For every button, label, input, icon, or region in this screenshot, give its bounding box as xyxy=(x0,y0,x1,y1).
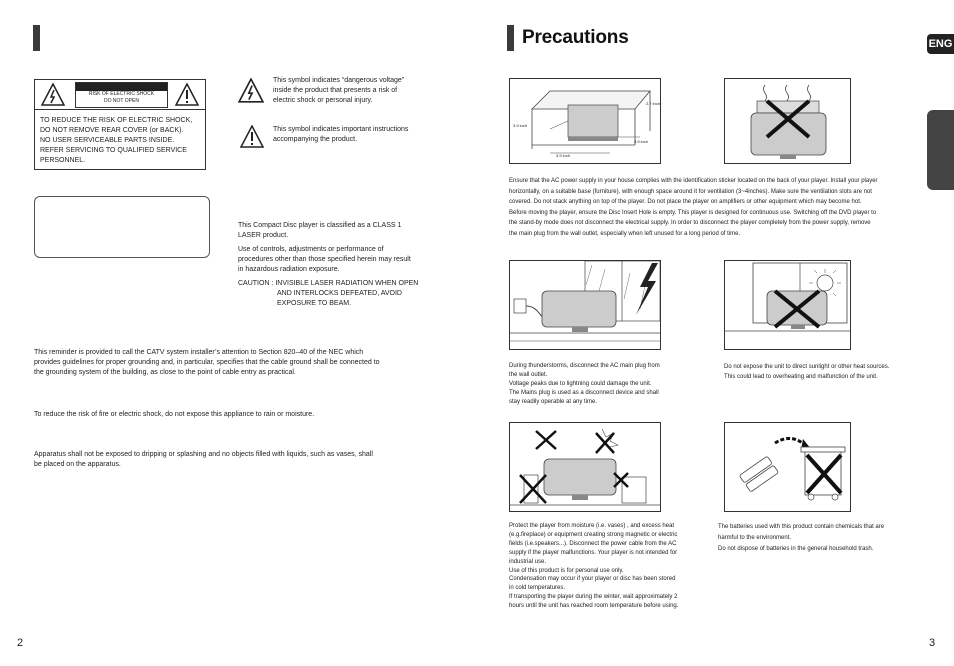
thunderstorm-text: During thunderstorms, disconnect the AC main plug from the wall outlet. Voltage peaks due to lightning could damage the unit. The Mains plug is used as a disconnect device and shall stay readily operable at any time. xyxy=(509,363,660,405)
moisture-heat-drawing xyxy=(510,423,660,511)
dim-bottom-left-label: 3.9 inch xyxy=(556,153,571,158)
dim-left-label: 3.9 inch xyxy=(513,123,528,128)
hot-equipment-drawing xyxy=(725,79,850,163)
voltage-symbol-text: This symbol indicates “dangerous voltage” inside the product that presents a risk of electric shock or personal injury. xyxy=(273,77,405,104)
thunderstorm-illustration xyxy=(509,260,661,350)
exclamation-triangle-icon xyxy=(175,83,199,107)
batteries-drawing xyxy=(725,423,850,511)
laser-class-text: This Compact Disc player is classified as a CLASS 1 LASER product. xyxy=(238,222,402,239)
left-header-bar xyxy=(33,25,40,51)
dim-top-label: 2.7 inch xyxy=(646,101,661,106)
cabinet-drawing xyxy=(510,79,660,163)
page-title: Precautions xyxy=(522,27,629,48)
chapter-tab xyxy=(927,110,954,190)
catv-text: This reminder is provided to call the CATV system installer’s attention to Section 820–40 of the NEC which provides guidelines for proper grounding and, in particular, specifies that the cable ground shall be connected to the grounding system of the building, as close to the point of cable entry as practical. xyxy=(34,349,380,376)
shock-warning-box xyxy=(34,79,206,170)
shock-label-line1: RISK OF ELECTRIC SHOCK xyxy=(88,91,155,97)
batteries-text: The batteries used with this product contain chemicals that are harmful to the environment. Do not dispose of batteries in the general household trash. xyxy=(718,524,885,552)
laser-caution-text: CAUTION : INVISIBLE LASER RADIATION WHEN OPEN AND INTERLOCKS DEFEATED, AVOID EXPOSURE TO BEAM. xyxy=(238,280,419,307)
apparatus-text: Apparatus shall not be exposed to dripping or splashing and no objects filled with liquids, such as vases, shall be placed on the apparatus. xyxy=(34,451,373,468)
important-instructions-icon xyxy=(240,125,264,149)
shock-label-box xyxy=(75,82,168,108)
fire-warning-text: To reduce the risk of fire or electric shock, do not expose this appliance to rain or moisture. xyxy=(34,411,315,418)
shock-warning-text: TO REDUCE THE RISK OF ELECTRIC SHOCK, DO NOT REMOVE REAR COVER (or BACK). NO USER SERVICEABLE PARTS INSIDE. REFER SERVICING TO QUALIFIED SERVICE PERSONNEL. xyxy=(40,117,193,164)
sunlight-illustration xyxy=(724,260,851,350)
language-tab-eng: ENG xyxy=(927,34,954,54)
page-number-left: 2 xyxy=(17,637,24,649)
sunlight-text: Do not expose the unit to direct sunlight or other heat sources. This could lead to overheating and malfunction of the unit. xyxy=(724,364,890,380)
moisture-text: Protect the player from moisture (i.e. vases) , and excess heat (e.g.fireplace) or equipment creating strong magnetic or electric fields (i.e.speakers...). Disconnect the power cable from the AC supply if the player malfunctions. Your player is not intended for industrial use. Use of this product is for personal use only. Condensation may occur if your player or disc has been stored in cold temperatures. If transporting the player during the winter, wait approximately 2 hours until the unit has reached room temperature before using. xyxy=(509,523,679,610)
important-symbol-text: This symbol indicates important instructions accompanying the product. xyxy=(273,126,409,143)
dim-bottom-right-label: 3.9 inch xyxy=(634,139,649,144)
page-number-right: 3 xyxy=(929,637,936,649)
moisture-heat-illustration xyxy=(509,422,661,512)
batteries-illustration xyxy=(724,422,851,512)
shock-label-line2: DO NOT OPEN xyxy=(104,98,139,104)
thunderstorm-drawing xyxy=(510,261,660,349)
ventilation-illustration xyxy=(509,78,661,164)
no-stacking-illustration xyxy=(724,78,851,164)
lightning-triangle-icon xyxy=(41,83,65,107)
laser-label-box xyxy=(34,196,210,258)
right-header-bar xyxy=(507,25,514,51)
laser-controls-text: Use of controls, adjustments or performance of procedures other than those specified herein may result in hazardous radiation exposure. xyxy=(238,246,411,273)
ventilation-text: Ensure that the AC power supply in your house complies with the identification sticker located on the back of your player. Install your player horizontally, on a suitable base (furniture), with enough space around it for ventilation (3~4inches). Make sure the ventilation slots are not covered. Do not stack anything on top of the player. Do not place the player on amplifiers or other equipment which may become hot. Before moving the player, ensure the Disc Insert Hole is empty. This player is designed for continuous use. Switching off the DVD player to the stand-by mode does not disconnect the electrical supply. In order to disconnect the player completely from the power supply, remove the main plug from the wall outlet, especially when left unused for a long period of time. xyxy=(509,178,878,237)
sunlight-drawing xyxy=(725,261,850,349)
dangerous-voltage-icon xyxy=(238,78,264,104)
